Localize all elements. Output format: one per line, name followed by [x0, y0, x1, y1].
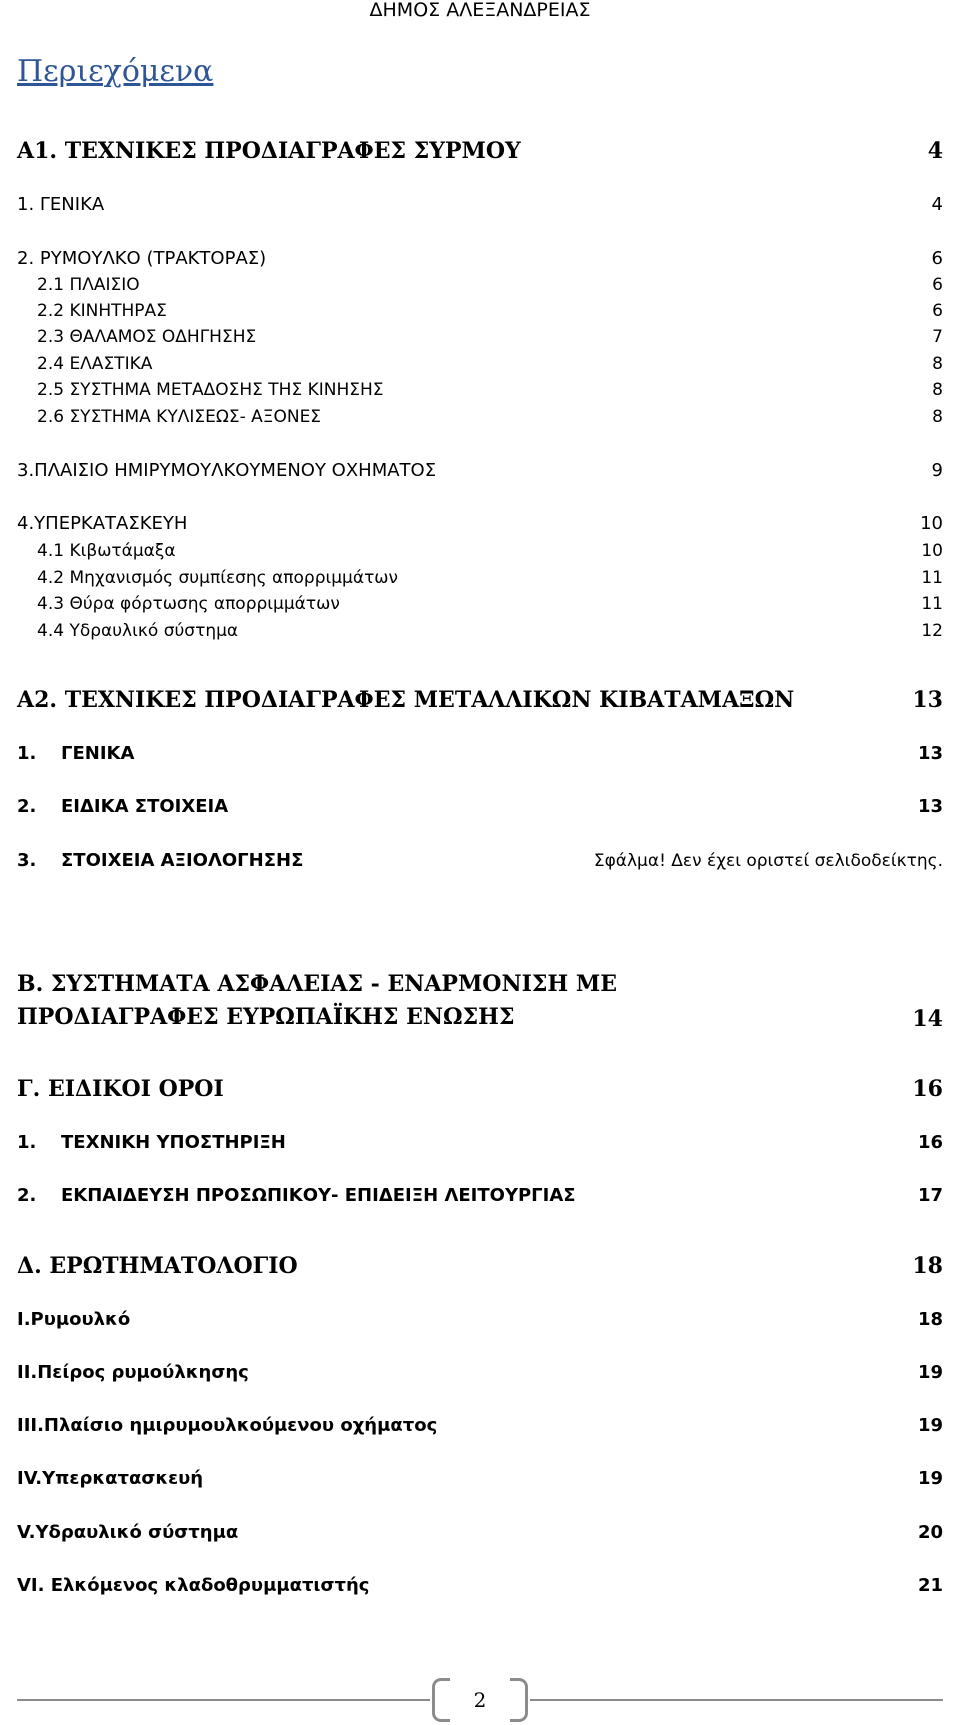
toc-entry-page: 8: [932, 354, 943, 374]
toc-entry-page: 6: [932, 301, 943, 321]
toc-entry-a1-2-6[interactable]: [37, 405, 943, 429]
toc-entry-label: II.Πείρος ρυμούλκησης: [17, 1362, 249, 1383]
toc-entry-page: 19: [917, 1362, 943, 1383]
toc-entry-d[interactable]: [17, 1251, 943, 1281]
toc-entry-a1-2-3[interactable]: [37, 325, 943, 349]
toc-entry-label: 2.5 ΣΥΣΤΗΜΑ ΜΕΤΑΔΟΣΗΣ ΤΗΣ ΚΙΝΗΣΗΣ: [37, 380, 384, 400]
toc-entry-label: 2. ΡΥΜΟΥΛΚΟ (ΤΡΑΚΤΟΡΑΣ): [17, 248, 267, 269]
toc-entry-page: 20: [917, 1522, 943, 1543]
toc-entry-d-4[interactable]: [17, 1467, 943, 1491]
toc-entry-page: 6: [932, 275, 943, 295]
page-header: ΔΗΜΟΣ ΑΛΕΞΑΝΔΡΕΙΑΣ: [369, 0, 591, 21]
toc-entry-a1-4-2[interactable]: [37, 566, 943, 590]
toc-entry-label: Α2. ΤΕΧΝΙΚΕΣ ΠΡΟΔΙΑΓΡΑΦΕΣ ΜΕΤΑΛΛΙΚΩΝ ΚΙΒΑΤΑΜΑΞΩΝ: [17, 687, 795, 713]
toc-entry-a1-4-4[interactable]: [37, 619, 943, 643]
toc-entry-page: 18: [917, 1309, 943, 1330]
toc-entry-number: 1.: [17, 743, 37, 764]
toc-entry-page: 10: [921, 541, 943, 561]
page-footer: [0, 1678, 960, 1722]
toc-entry-page: 18: [912, 1253, 943, 1279]
toc-entry-page: 4: [927, 138, 943, 164]
toc-entry-a1[interactable]: [17, 136, 943, 166]
toc-entry-page: 19: [917, 1415, 943, 1436]
toc-entry-a1-2[interactable]: [17, 247, 943, 271]
toc-entry-page: 6: [931, 248, 943, 269]
toc-entry-a1-2-4[interactable]: [37, 352, 943, 376]
toc-entry-page: 21: [917, 1575, 943, 1596]
footer-bracket-right: [510, 1678, 528, 1722]
toc-entry-a1-3[interactable]: [17, 459, 943, 483]
toc-entry-a1-4-3[interactable]: [37, 592, 943, 616]
toc-entry-c[interactable]: [17, 1074, 943, 1104]
toc-entry-page: 17: [917, 1185, 943, 1206]
toc-entry-page: 11: [921, 568, 943, 588]
footer-rule-right: [530, 1699, 943, 1701]
toc-entry-a1-2-5[interactable]: [37, 378, 943, 402]
toc-entry-label: ΤΕΧΝΙΚΗ ΥΠΟΣΤΗΡΙΞΗ: [61, 1132, 286, 1153]
toc-entry-label: ΣΤΟΙΧΕΙΑ ΑΞΙΟΛΟΓΗΣΗΣ: [61, 850, 304, 871]
toc-entry-page: 11: [921, 594, 943, 614]
toc-entry-page: 10: [920, 513, 943, 534]
toc-entry-page: 12: [921, 621, 943, 641]
toc-entry-label: 2.3 ΘΑΛΑΜΟΣ ΟΔΗΓΗΣΗΣ: [37, 327, 257, 347]
toc-entry-d-6[interactable]: [17, 1574, 943, 1598]
toc-entry-page: 9: [931, 460, 943, 481]
toc-entry-label: Δ. ΕΡΩΤΗΜΑΤΟΛΟΓΙΟ: [17, 1253, 298, 1279]
toc-entry-d-5[interactable]: [17, 1521, 943, 1545]
toc-entry-page: 7: [932, 327, 943, 347]
toc-entry-label: 2.1 ΠΛΑΙΣΙΟ: [37, 275, 140, 295]
toc-title[interactable]: Περιεχόμενα: [17, 54, 214, 89]
footer-bracket-left: [432, 1678, 450, 1722]
toc-bookmark-error: Σφάλμα! Δεν έχει οριστεί σελιδοδείκτης.: [593, 851, 943, 871]
toc-entry-label: I.Ρυμουλκό: [17, 1309, 131, 1330]
toc-entry-label: V.Υδραυλικό σύστημα: [17, 1522, 239, 1543]
toc-entry-label: 4.4 Υδραυλικό σύστημα: [37, 621, 239, 641]
toc-entry-a1-2-2[interactable]: [37, 299, 943, 323]
toc-entry-label: Γ. ΕΙΔΙΚΟΙ ΟΡΟΙ: [17, 1076, 224, 1102]
toc-entry-number: 2.: [17, 1185, 37, 1206]
toc-entry-label: ΓΕΝΙΚΑ: [61, 743, 135, 764]
toc-entry-label: ΕΙΔΙΚΑ ΣΤΟΙΧΕΙΑ: [61, 796, 229, 817]
toc-entry-page: 16: [912, 1076, 943, 1102]
toc-entry-number: 2.: [17, 796, 37, 817]
toc-entry-label: IV.Υπερκατασκευή: [17, 1468, 204, 1489]
toc-entry-label: VI. Ελκόμενος κλαδοθρυμματιστής: [17, 1575, 370, 1596]
toc-entry-a1-2-1[interactable]: [37, 273, 943, 297]
toc-entry-d-3[interactable]: [17, 1414, 943, 1438]
toc-entry-label: Α1. ΤΕΧΝΙΚΕΣ ΠΡΟΔΙΑΓΡΑΦΕΣ ΣΥΡΜΟΥ: [17, 138, 521, 164]
toc-entry-page: 14: [912, 1006, 943, 1032]
toc-entry-label: 4.ΥΠΕΡΚΑΤΑΣΚΕΥΗ: [17, 513, 188, 534]
toc-entry-label: 4.3 Θύρα φόρτωσης απορριμμάτων: [37, 594, 340, 614]
toc-entry-label: 4.2 Μηχανισμός συμπίεσης απορριμμάτων: [37, 568, 399, 588]
toc-entry-label: 4.1 Κιβωτάμαξα: [37, 541, 176, 561]
toc-entry-page: 8: [932, 380, 943, 400]
toc-entry-a2[interactable]: [17, 685, 943, 715]
toc-entry-label: Β. ΣΥΣΤΗΜΑΤΑ ΑΣΦΑΛΕΙΑΣ - ΕΝΑΡΜΟΝΙΣΗ ΜΕ ΠΡΟΔΙΑΓΡΑΦΕΣ ΕΥΡΩΠΑΪΚΗΣ ΕΝΩΣΗΣ: [17, 971, 617, 1030]
footer-rule-left: [17, 1699, 430, 1701]
toc-entry-d-1[interactable]: [17, 1308, 943, 1332]
toc-entry-b[interactable]: [17, 968, 943, 1034]
toc-entry-a1-1[interactable]: [17, 193, 943, 217]
toc-entry-label: 3.ΠΛΑΙΣΙΟ ΗΜΙΡΥΜΟΥΛΚΟΥΜΕΝΟΥ ΟΧΗΜΑΤΟΣ: [17, 460, 437, 481]
toc-entry-a2-3[interactable]: [17, 849, 943, 873]
toc-entry-c-2[interactable]: [17, 1184, 943, 1208]
toc-entry-page: 13: [917, 796, 943, 817]
toc-entry-a2-2[interactable]: [17, 795, 943, 819]
toc-entry-label: 2.4 ΕΛΑΣΤΙΚΑ: [37, 354, 153, 374]
toc-entry-label: ΕΚΠΑΙΔΕΥΣΗ ΠΡΟΣΩΠΙΚΟΥ- ΕΠΙΔΕΙΞΗ ΛΕΙΤΟΥΡΓΙΑΣ: [61, 1185, 576, 1206]
toc-entry-label: 2.2 ΚΙΝΗΤΗΡΑΣ: [37, 301, 167, 321]
toc-entry-page: 13: [917, 743, 943, 764]
toc-entry-number: 3.: [17, 850, 37, 871]
toc-entry-page: 19: [917, 1468, 943, 1489]
page-number: 2: [473, 1688, 487, 1712]
toc-entry-page: 13: [912, 687, 943, 713]
toc-entry-number: 1.: [17, 1132, 37, 1153]
toc-entry-label: 1. ΓΕΝΙΚΑ: [17, 194, 105, 215]
toc-entry-page: 16: [917, 1132, 943, 1153]
toc-entry-page: 8: [932, 407, 943, 427]
toc-entry-label: III.Πλαίσιο ημιρυμουλκούμενου οχήματος: [17, 1415, 438, 1436]
toc-entry-a1-4[interactable]: [17, 512, 943, 536]
toc-entry-a1-4-1[interactable]: [37, 539, 943, 563]
toc-entry-page: 4: [931, 194, 943, 215]
toc-entry-label: 2.6 ΣΥΣΤΗΜΑ ΚΥΛΙΣΕΩΣ- ΑΞΟΝΕΣ: [37, 407, 322, 427]
toc-entry-c-1[interactable]: [17, 1131, 943, 1155]
toc-entry-d-2[interactable]: [17, 1361, 943, 1385]
toc-entry-a2-1[interactable]: [17, 742, 943, 766]
